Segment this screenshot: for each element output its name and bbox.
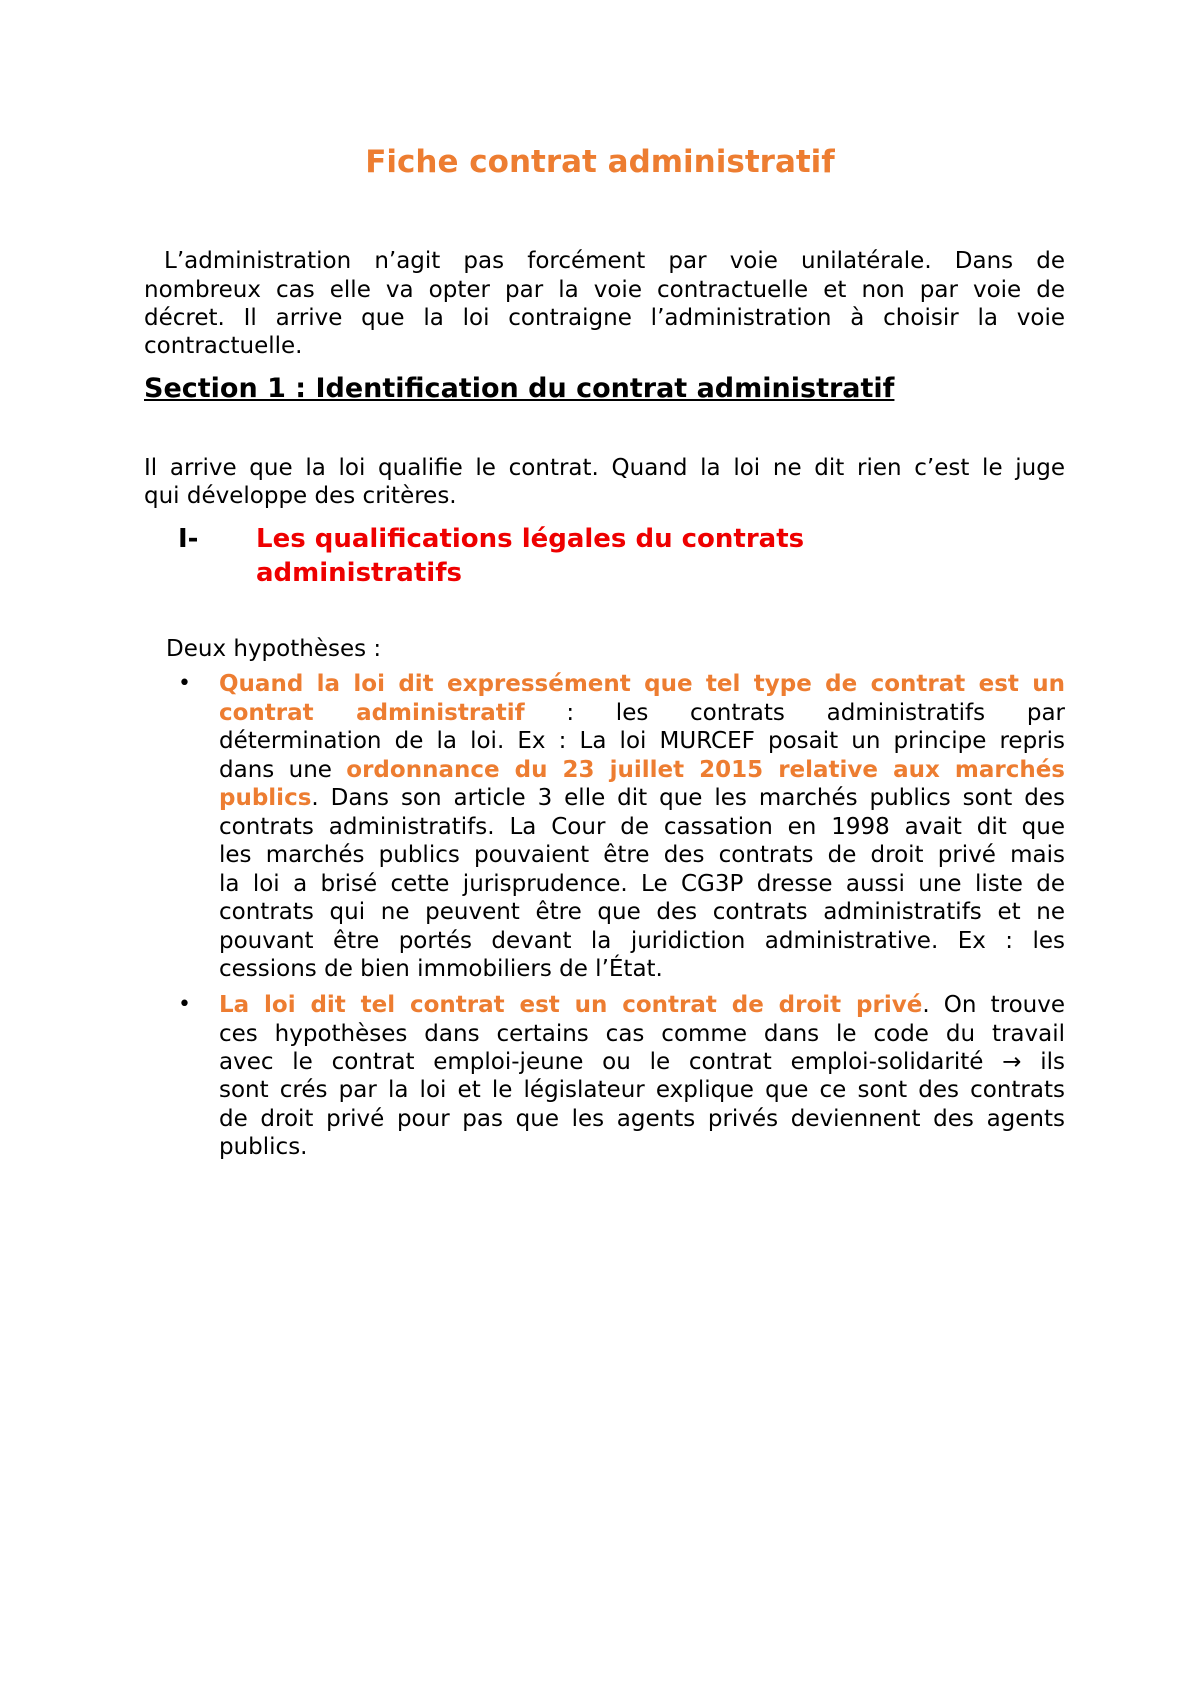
hypotheses-label: Deux hypothèses : bbox=[166, 636, 382, 662]
intro-line-1: L’administration n’agit pas forcément par voie unilatérale. Dans de bbox=[164, 248, 1065, 274]
bullet-1-line-5 bbox=[219, 784, 1065, 812]
bullet-2-emphasis: La loi dit tel contrat est un contrat de droit privé bbox=[219, 992, 923, 1018]
bullet-2-line-5: de droit privé pour pas que les agents privés deviennent des agents bbox=[219, 1106, 1065, 1132]
heading-number: I- bbox=[178, 524, 199, 554]
bullet-1-line-10: pouvant être portés devant la juridiction administrative. Ex : les bbox=[219, 928, 1065, 954]
bullet-2-line-2: ces hypothèses dans certains cas comme dans le code du travail bbox=[219, 1021, 1065, 1047]
section-intro-line-1: Il arrive que la loi qualifie le contrat. Quand la loi ne dit rien c’est le juge bbox=[144, 455, 1065, 481]
bullet-1-line-3: détermination de la loi. Ex : La loi MURCEF posait un principe repris bbox=[219, 728, 1065, 754]
bullet-1-line-2-rest: : les contrats administratifs par bbox=[524, 700, 1065, 726]
bullet-1-line-2 bbox=[219, 699, 1065, 727]
bullet-1-line-5-rest: . Dans son article 3 elle dit que les marchés publics sont des bbox=[311, 785, 1065, 811]
intro-line-4: contractuelle. bbox=[144, 333, 303, 359]
bullet-1-emphasis: contrat administratif bbox=[219, 700, 525, 726]
page-title: Fiche contrat administratif bbox=[365, 144, 835, 180]
bullet-2-line-4: sont crés par la loi et le législateur explique que ce sont des contrats bbox=[219, 1077, 1065, 1103]
intro-line-2: nombreux cas elle va opter par la voie contractuelle et non par voie de bbox=[144, 277, 1065, 303]
ordonnance-emphasis: ordonnance du 23 juillet 2015 relative aux marchés bbox=[346, 757, 1065, 783]
bullet-2-line-6: publics. bbox=[219, 1134, 308, 1160]
heading-line-1: Les qualifications légales du contrats bbox=[256, 524, 805, 554]
bullet-1-line-9: contrats qui ne peuvent être que des contrats administratifs et ne bbox=[219, 899, 1065, 925]
bullet-2-line-1-rest: . On trouve bbox=[922, 992, 1066, 1018]
section-heading: Section 1 : Identification du contrat administratif bbox=[144, 373, 895, 404]
bullet-1-line-4-pre: dans une bbox=[219, 757, 347, 783]
heading-line-2: administratifs bbox=[256, 558, 462, 588]
intro-line-3: décret. Il arrive que la loi contraigne l’administration à choisir la voie bbox=[144, 305, 1065, 331]
bullet-2-marker: • bbox=[178, 992, 191, 1017]
bullet-2-line-3: avec le contrat emploi-jeune ou le contrat emploi-solidarité → ils bbox=[219, 1049, 1065, 1075]
bullet-1-line-8: la loi a brisé cette jurisprudence. Le CG3P dresse aussi une liste de bbox=[219, 871, 1065, 897]
bullet-1-line-7: les marchés publics pouvaient être des contrats de droit privé mais bbox=[219, 842, 1065, 868]
bullet-1-line-11: cessions de bien immobiliers de l’État. bbox=[219, 956, 663, 982]
section-intro-line-2: qui développe des critères. bbox=[144, 483, 457, 509]
bullet-2-line-1 bbox=[219, 991, 1065, 1019]
bullet-1-line-6: contrats administratifs. La Cour de cassation en 1998 avait dit que bbox=[219, 814, 1065, 840]
bullet-1-marker: • bbox=[178, 671, 191, 696]
bullet-1-line-1: Quand la loi dit expressément que tel type de contrat est un bbox=[219, 671, 1065, 697]
bullet-1-line-4 bbox=[219, 756, 1065, 784]
publics-emphasis: publics bbox=[219, 785, 312, 811]
